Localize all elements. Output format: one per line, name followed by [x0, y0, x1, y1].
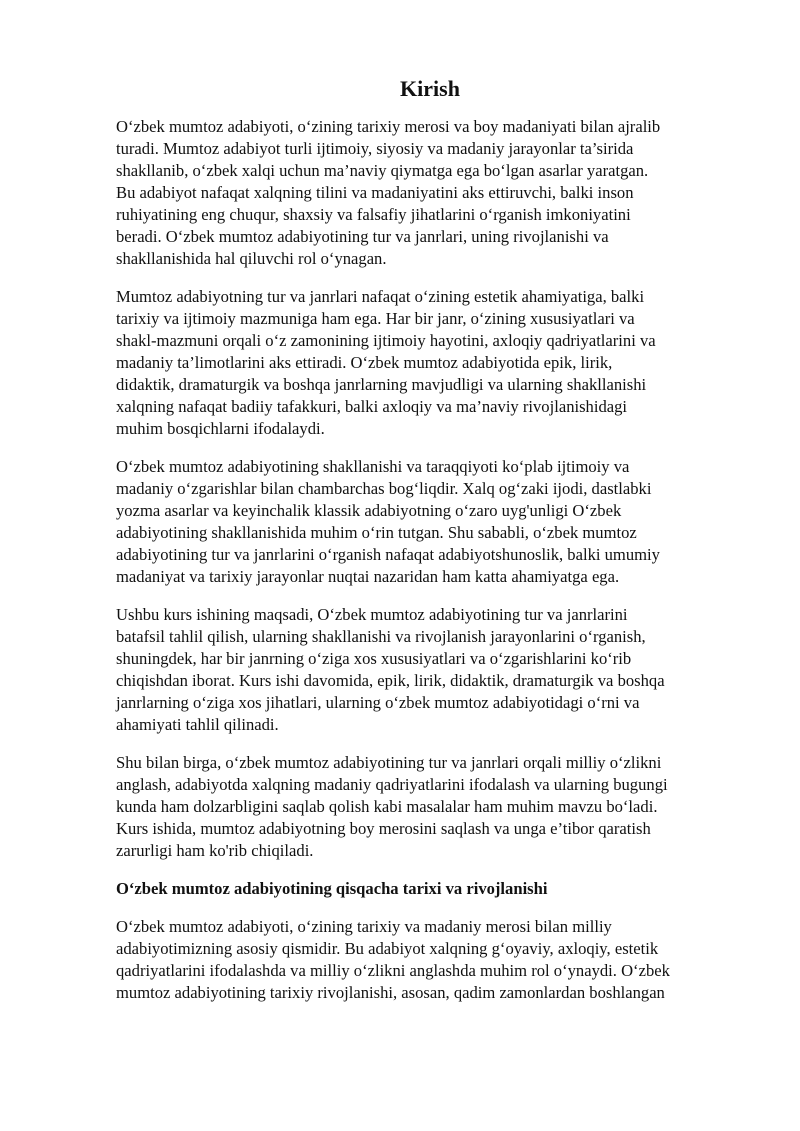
paragraph: O‘zbek mumtoz adabiyoti, o‘zining tarixiy merosi va boy madaniyati bilan ajralib turadi. Mumtoz adabiyot turli ijtimoiy, siyosiy va madaniy jarayonlar ta’sirida shakllanib, o‘zbek xalqi uchun ma’naviy qiymatga ega bo‘lgan asarlar yaratgan. Bu adabiyot nafaqat xalqning tilini va madaniyatini aks ettiruvchi, balki inson ruhiyatining eng chuqur, shaxsiy va falsafiy jihatlarini o‘rganish imkoniyatini beradi. O‘zbek mumtoz adabiyotining tur va janrlari, uning rivojlanishi va shakllanishida hal qiluvchi rol o‘ynagan. [116, 117, 661, 268]
paragraph: Shu bilan birga, o‘zbek mumtoz adabiyotining tur va janrlari orqali milliy o‘zlikni anglash, adabiyotda xalqning madaniy qadriyatlarini ifodalash va ularning bugungi kunda ham dolzarbligini saqlab qolish kabi masalalar ham muhim mavzu bo‘ladi. Kurs ishida, mumtoz adabiyotning boy merosini saqlash va unga e’tibor qaratish zarurligi ham ko'rib chiqiladi. [116, 753, 668, 860]
paragraph: Mumtoz adabiyotning tur va janrlari nafaqat o‘zining estetik ahamiyatiga, balki tarixiy va ijtimoiy mazmuniga ham ega. Har bir janr, o‘zining xususiyatlari va shakl-mazmuni orqali o‘z zamonining ijtimoiy hayotini, axloqiy qadriyatlarini va madaniy ta’limotlarini aks ettiradi. O‘zbek mumtoz adabiyotida epik, lirik, didaktik, dramaturgik va boshqa janrlarning mavjudligi va ularning shakllanishi xalqning nafaqat badiiy tafakkuri, balki axloqiy va ma’naviy rivojlanishidagi muhim bosqichlarni ifodalaydi. [116, 287, 656, 438]
paragraph: Ushbu kurs ishining maqsadi, O‘zbek mumtoz adabiyotining tur va janrlarini batafsil tahlil qilish, ularning shakllanishi va rivojlanish jarayonlarini o‘rganish, shuningdek, har bir janrning o‘ziga xos xususiyatlari va o‘zgarishlarini ko‘rib chiqishdan iborat. Kurs ishi davomida, epik, lirik, didaktik, dramaturgik va boshqa janrlarning o‘ziga xos jihatlari, ularning o‘zbek mumtoz adabiyotidagi o‘rni va ahamiyati tahlil qilinadi. [116, 605, 665, 734]
document-page [116, 72, 744, 1020]
paragraph: O‘zbek mumtoz adabiyotining shakllanishi va taraqqiyoti ko‘plab ijtimoiy va madaniy o‘zgarishlar bilan chambarchas bog‘liqdir. Xalq og‘zaki ijodi, dastlabki yozma asarlar va keyinchalik klassik adabiyotning o‘zaro uyg'unligi O‘zbek adabiyotining shakllanishida muhim o‘rin tutgan. Shu sababli, o‘zbek mumtoz adabiyotining tur va janrlarini o‘rganish nafaqat adabiyotshunoslik, balki umumiy madaniyat va tarixiy jarayonlar nuqtai nazaridan ham katta ahamiyatga ega. [116, 457, 660, 586]
section-heading: O‘zbek mumtoz adabiyotining qisqacha tarixi va rivojlanishi [116, 879, 548, 898]
document-title: Kirish [400, 76, 460, 101]
paragraph: O‘zbek mumtoz adabiyoti, o‘zining tarixiy va madaniy merosi bilan milliy adabiyotimizning asosiy qismidir. Bu adabiyot xalqning g‘oyaviy, axloqiy, estetik qadriyatlarini ifodalashda va milliy o‘zlikni anglashda muhim rol o‘ynaydi. O‘zbek mumtoz adabiyotining tarixiy rivojlanishi, asosan, qadim zamonlardan boshlangan [116, 917, 670, 1002]
